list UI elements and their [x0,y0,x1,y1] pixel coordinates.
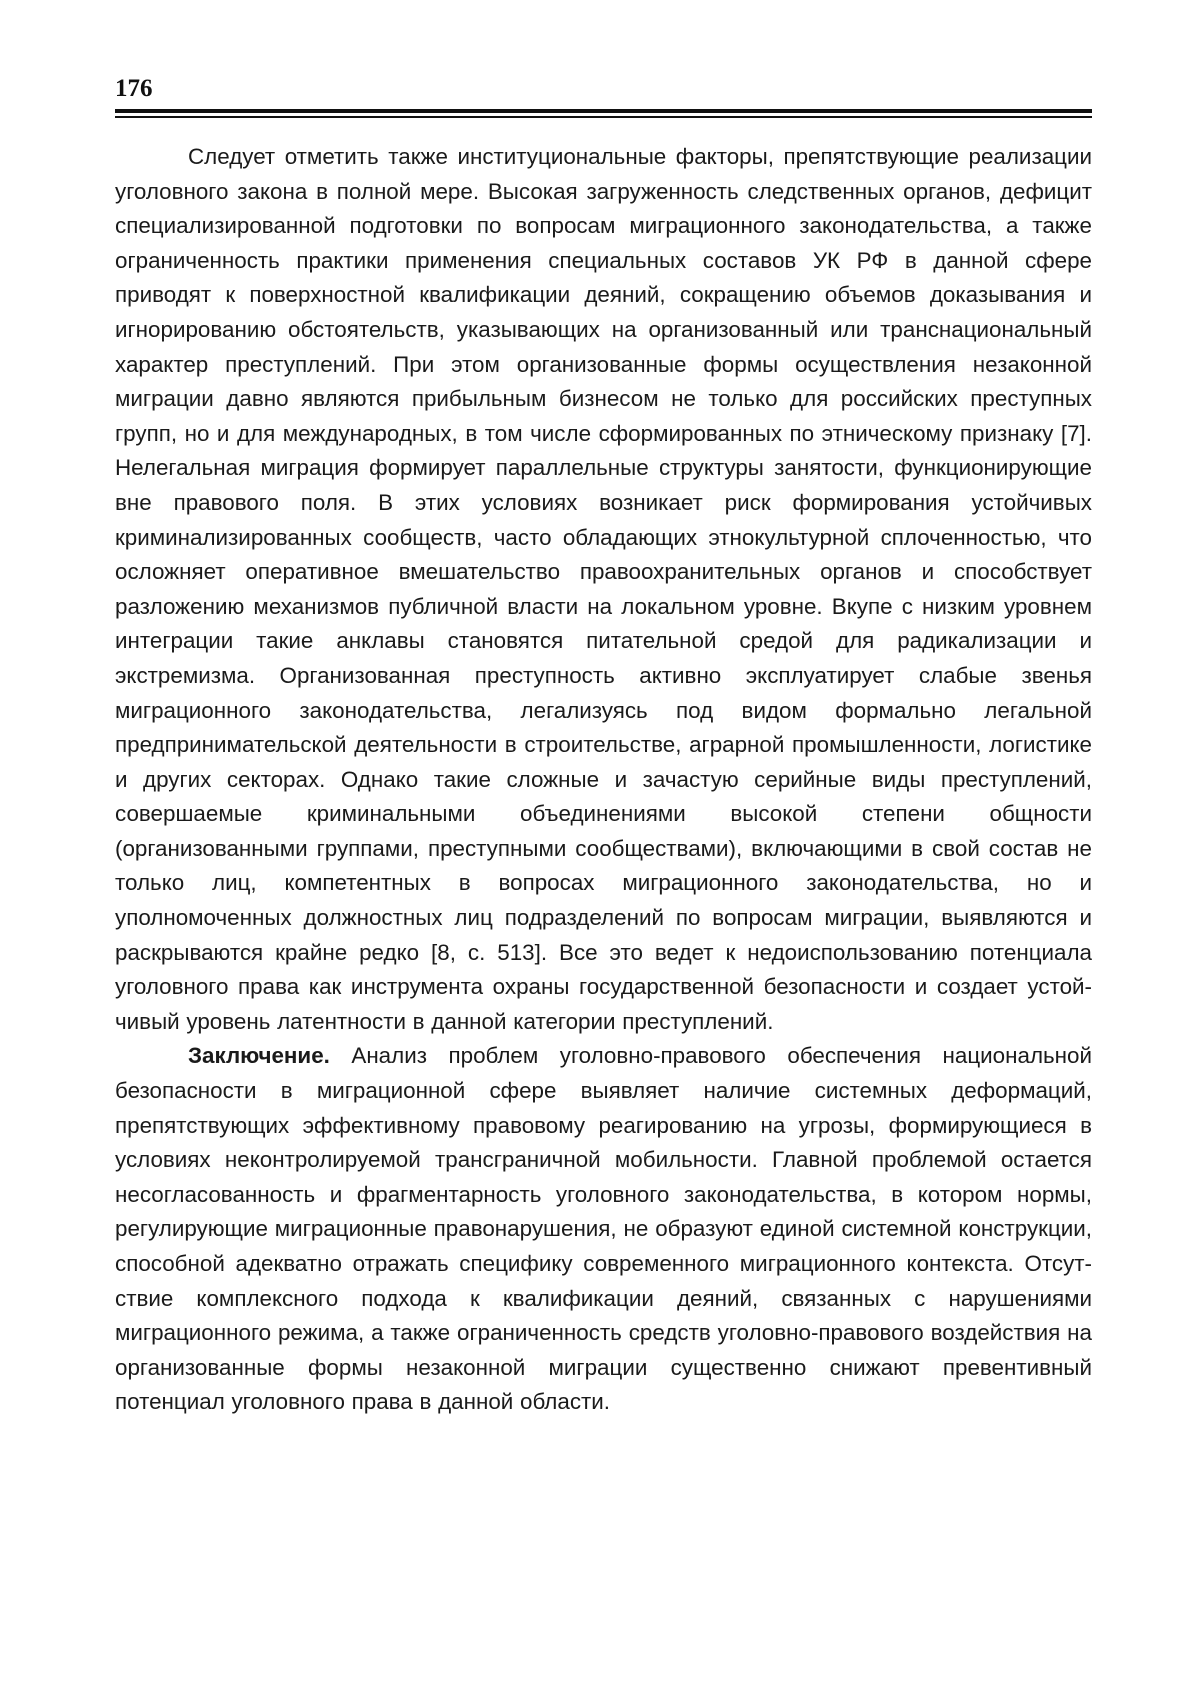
paragraph-text: Анализ проблем уголовно-правового обеспечения национальной безопасности в миграционной сфере выявляет наличие системных деформаций, препятствующих эффективному правовому реагированию на угрозы, формирующиеся в условиях неконтролируемой трансграничной мобильности. Главной проблемой остается несогласованность и фрагментарность уголовного законодательства, в котором нормы, регулирующие миграционные правонарушения, не образуют единой системной конструкции, способной адекватно отражать специфику современного миграционного контекста. Отсутствие комплексного подхода к квалификации деяний, связанных с нарушениями миграционного режима, а также ограниченность средств уголовно-правового воздействия на организованные формы незаконной миграции существенно снижают превентивный потенциал уголовного права в данной области. [115,1043,1092,1415]
paragraph-text: Следует отметить также институциональные факторы, препятствующие реализации уголовного закона в полной мере. Высокая загруженность следственных органов, дефицит специализированной подготовки по вопросам миграционного законодательства, а также ограниченность практики применения специальных составов УК РФ в данной сфере приводят к поверхностной квалификации деяний, сокращению объемов доказывания и игнорированию обстоятельств, указывающих на организованный или транснациональный характер преступлений. При этом организованные формы осуществления незаконной миграции давно являются прибыльным бизнесом не только для российских преступных групп, но и для международных, в том числе сформированных по этническому признаку [7]. Нелегальная миграция формирует параллельные структуры занятости, функционирующие вне правового поля. В этих условиях возникает риск формирования устойчивых криминализированных сообществ, часто обладающих этнокультурной сплоченностью, что осложняет оперативное вмешательство правоохранительных органов и способствует разложению механизмов публичной власти на локальном уровне. Вкупе с низким уровнем интеграции такие анклавы становятся питательной средой для радикализации и экстремизма. Организованная преступность активно эксплуатирует слабые звенья миграционного законодательства, легализуясь под видом формально легальной предпринимательской деятельности в строительстве, аграрной промышленности, логистике и других секторах. Однако такие сложные и зачастую серийные виды преступлений, совершаемые криминальными объединениями высокой степени общности (организованными группами, преступными сообществами), включающими в свой состав не только лиц, компетентных в вопросах миграционного законодательства, но и уполномоченных должностных лиц подразделений по вопросам миграции, выявляются и раскрываются крайне редко [8, с. 513]. Все это ведет к недоиспользованию потенциала уголовного права как инструмента охраны государственной безопасности и создает устойчивый уровень латентности в данной категории преступлений. [115,144,1092,1034]
paragraph-institutional-factors [115,140,1092,1039]
page-number: 176 [115,75,153,102]
header-rule-thick [115,109,1092,113]
document-page [115,0,1092,1698]
header-rule-thin [115,116,1092,118]
body-text [115,140,1092,1420]
paragraph-conclusion [115,1039,1092,1420]
conclusion-heading: Заключение. [188,1043,330,1069]
